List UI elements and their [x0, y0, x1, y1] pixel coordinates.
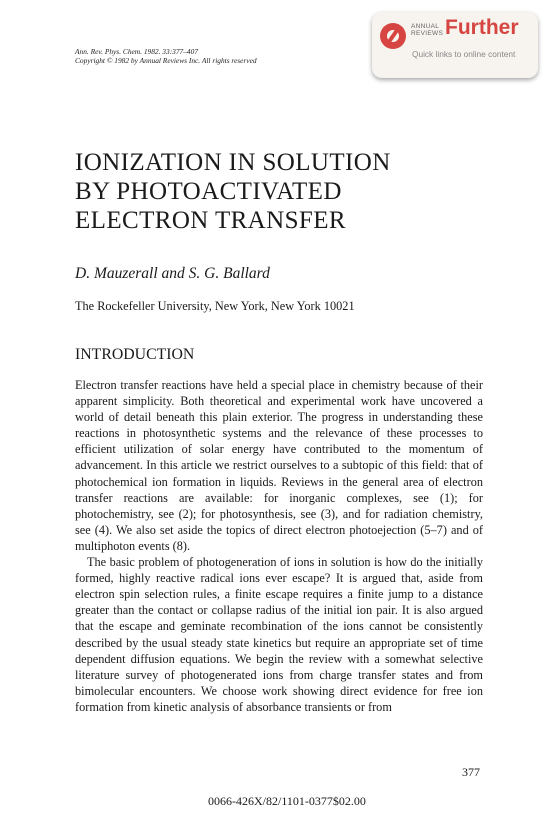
- paragraph: Electron transfer reactions have held a special place in chemistry because of their apparent simplicity. Both theoretical and experimental work have uncovered a world of detail beneath this plain exterior. The progress in understanding these reactions in photosynthetic systems and the relevance of these processes to efficient utilization of solar energy have contributed to the momentum of advancement. In this article we restrict ourselves to a subtopic of this field: that of photochemical ion formation in liquids. Reviews in the general area of electron transfer reactions are available: for inorganic complexes, see (1); for photochemistry, see (2); for photosynthesis, see (3), and for radiation chemistry, see (4). We also set aside the topics of direct electron photoejection (5–7) and of multiphoton events (8).: [75, 378, 483, 553]
- copyright-notice: Copyright © 1982 by Annual Reviews Inc. All rights reserved: [75, 56, 257, 65]
- title-line: IONIZATION IN SOLUTION: [75, 149, 391, 176]
- badge-publisher: [411, 23, 443, 37]
- badge-tagline[interactable]: Quick links to online content: [412, 49, 516, 59]
- footer-code: 0066-426X/82/1101-0377$02.00: [208, 794, 366, 808]
- badge-further-label[interactable]: Further: [445, 16, 519, 39]
- section-heading: INTRODUCTION: [75, 346, 195, 363]
- author-list: D. Mauzerall and S. G. Ballard: [75, 265, 270, 282]
- title-line: ELECTRON TRANSFER: [75, 207, 346, 234]
- title-line: BY PHOTOACTIVATED: [75, 178, 342, 205]
- further-badge[interactable]: [372, 12, 538, 78]
- journal-header: [75, 47, 257, 65]
- journal-citation: Ann. Rev. Phys. Chem. 1982. 33:377–407: [75, 47, 199, 56]
- page-number: 377: [462, 765, 480, 779]
- paragraph: The basic problem of photogeneration of ions in solution is how do the initially formed, highly reactive radical ions ever escape? It is argued that, aside from electron spin selection rules, a finite escape requires a finite jump to a distance greater than the contact or collapse radius of the initial ion pair. It is also argued that the escape and geminate recombination of the ions cannot be consistently described by the usual steady state kinetics but require an appropriate set of time dependent diffusion equations. We begin the review with a somewhat selective literature survey of photogenerated ions from charge transfer states and from bimolecular encounters. We choose work showing direct evidence for free ion formation from kinetic analysis of absorbance transients or from: [75, 555, 483, 714]
- badge-annual-label: ANNUAL: [411, 23, 440, 30]
- badge-reviews-label: REVIEWS: [411, 30, 444, 37]
- affiliation: The Rockefeller University, New York, New York 10021: [75, 299, 355, 313]
- article-title: [75, 148, 391, 235]
- annual-reviews-logo-icon: [380, 23, 406, 49]
- body-text: [75, 377, 483, 715]
